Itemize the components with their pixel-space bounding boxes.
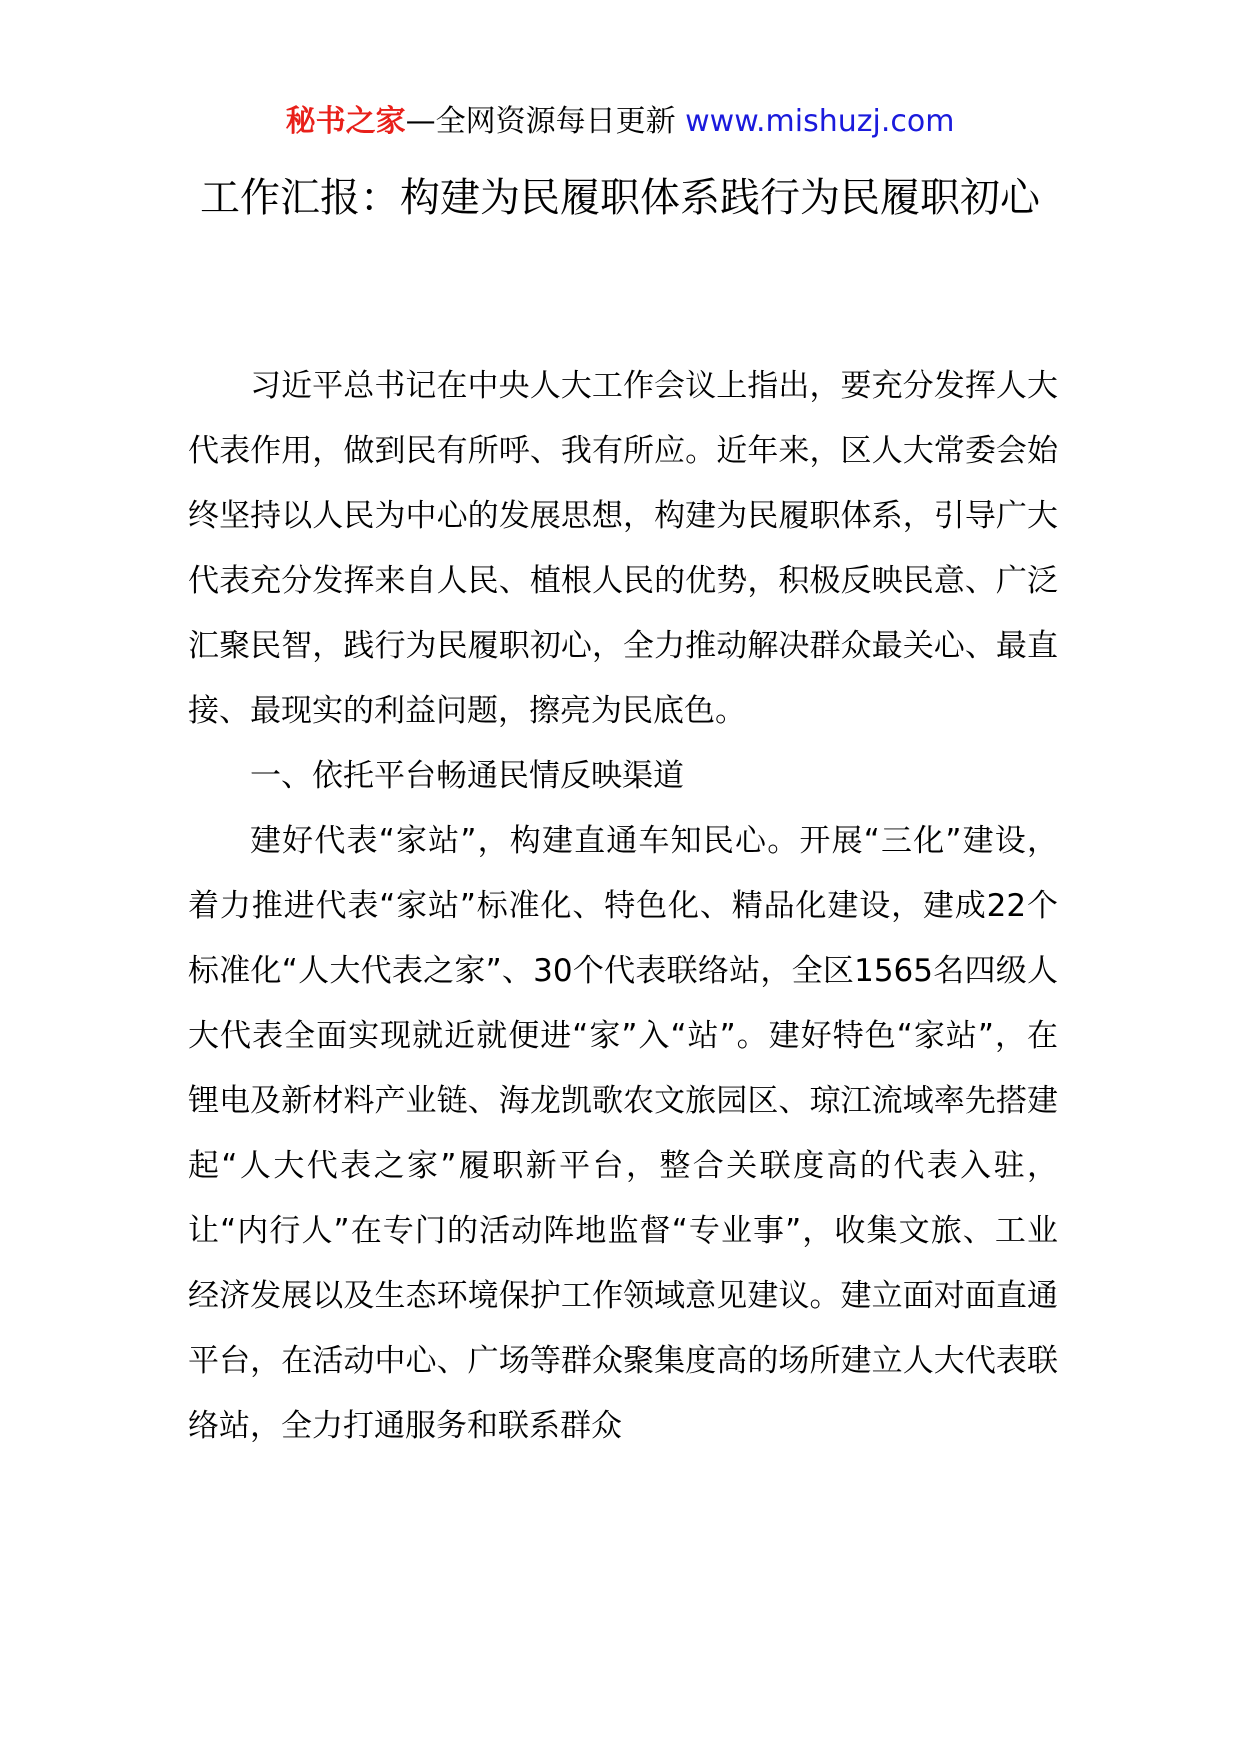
- section-heading: 一、依托平台畅通民情反映渠道: [250, 758, 684, 794]
- site-header: [0, 100, 1240, 144]
- document-title: 工作汇报：构建为民履职体系践行为民履职初心: [200, 175, 1040, 221]
- site-url-link[interactable]: www.mishuzj.com: [685, 104, 955, 139]
- site-slogan: —全网资源每日更新: [405, 104, 676, 139]
- document-body: [188, 354, 1058, 1459]
- intro-paragraph: 习近平总书记在中央人大工作会议上指出，要充分发挥人大代表作用，做到民有所呼、我有所应。近年来，区人大常委会始终坚持以人民为中心的发展思想，构建为民履职体系，引导广大代表充分发挥来自人民、植根人民的优势，积极反映民意、广泛汇聚民智，践行为民履职初心，全力推动解决群众最关心、最直接、最现实的利益问题，擦亮为民底色。: [188, 368, 1058, 729]
- section-paragraph: 建好代表“家站”，构建直通车知民心。开展“三化”建设，着力推进代表“家站”标准化、特色化、精品化建设，建成22个标准化“人大代表之家”、30个代表联络站，全区1565名四级人大代表全面实现就近就便进“家”入“站”。建好特色“家站”，在锂电及新材料产业链、海龙凯歌农文旅园区、琼江流域率先搭建起“人大代表之家”履职新平台，整合关联度高的代表入驻，让“内行人”在专门的活动阵地监督“专业事”，收集文旅、工业经济发展以及生态环境保护工作领域意见建议。建立面对面直通平台，在活动中心、广场等群众聚集度高的场所建立人大代表联络站，全力打通服务和联系群众: [188, 823, 1058, 1444]
- site-brand: 秘书之家: [285, 104, 406, 139]
